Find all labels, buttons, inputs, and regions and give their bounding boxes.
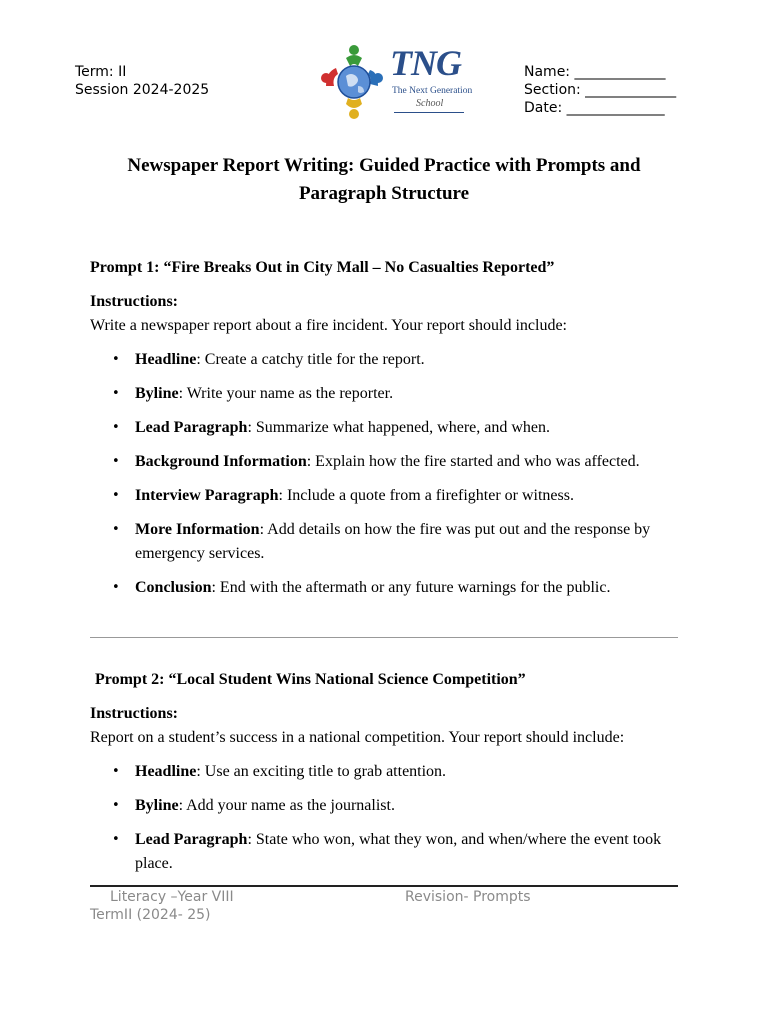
item-term: Byline — [135, 797, 179, 814]
date-field[interactable]: Date: ______________ — [524, 100, 665, 116]
logo-wordmark: TNG — [390, 43, 461, 83]
list-item — [90, 518, 680, 566]
item-text: : Include a quote from a firefighter or witness. — [278, 487, 574, 504]
item-term: More Information — [135, 521, 260, 538]
prompt-1-heading: Prompt 1: “Fire Breaks Out in City Mall – No Casualties Reported” — [90, 259, 555, 276]
session-label: Session 2024-2025 — [75, 82, 210, 98]
header-left — [75, 63, 209, 99]
item-term: Lead Paragraph — [135, 419, 248, 436]
item-term: Headline — [135, 351, 197, 368]
prompt-2-instructions-label: Instructions: — [90, 705, 179, 722]
term-label: Term: II — [75, 64, 127, 80]
list-item — [90, 794, 680, 818]
name-field[interactable]: Name: _____________ — [524, 64, 666, 80]
list-item — [90, 450, 680, 474]
prompt-1-list — [90, 348, 680, 600]
list-item — [90, 416, 680, 440]
prompt-2-heading: Prompt 2: “Local Student Wins National Science Competition” — [95, 671, 526, 688]
logo-school: School — [416, 98, 444, 109]
logo-underline — [394, 112, 464, 113]
item-text: : Add your name as the journalist. — [178, 797, 395, 814]
section-field[interactable]: Section: _____________ — [524, 82, 677, 98]
footer-topic: Revision- Prompts — [405, 889, 531, 905]
item-term: Lead Paragraph — [135, 831, 248, 848]
list-item — [90, 828, 680, 876]
item-text: : Add details on how the fire was put out and the response by emergency services. — [135, 521, 651, 562]
list-item — [90, 484, 680, 508]
footer-term: TermII (2024- 25) — [90, 907, 211, 923]
list-item — [90, 382, 680, 406]
school-logo — [318, 42, 473, 122]
footer-divider — [90, 885, 678, 887]
list-item — [90, 576, 680, 600]
prompt-1-instructions-label: Instructions: — [90, 293, 179, 310]
prompt-1-section — [90, 256, 680, 610]
footer-course: Literacy –Year VIII — [110, 889, 234, 905]
prompt-2-list — [90, 760, 680, 876]
list-item — [90, 348, 680, 372]
header-right — [524, 63, 676, 117]
prompt-2-intro: Report on a student’s success in a national competition. Your report should include: — [90, 729, 625, 746]
prompt-1-intro: Write a newspaper report about a fire incident. Your report should include: — [90, 317, 567, 334]
item-text: : End with the aftermath or any future warnings for the public. — [211, 579, 611, 596]
prompt-2-section — [90, 668, 680, 886]
item-text: : Explain how the fire started and who was affected. — [306, 453, 640, 470]
item-term: Byline — [135, 385, 179, 402]
section-divider — [90, 637, 678, 638]
item-text: : State who won, what they won, and when/where the event took place. — [135, 831, 662, 872]
page-title: Newspaper Report Writing: Guided Practice with Prompts and Paragraph Structure — [127, 155, 641, 204]
item-term: Conclusion — [135, 579, 212, 596]
item-text: : Summarize what happened, where, and when. — [247, 419, 551, 436]
item-term: Interview Paragraph — [135, 487, 279, 504]
item-text: : Use an exciting title to grab attention. — [196, 763, 447, 780]
globe-people-icon — [318, 42, 390, 122]
list-item — [90, 760, 680, 784]
item-term: Background Information — [135, 453, 307, 470]
item-text: : Create a catchy title for the report. — [196, 351, 425, 368]
item-term: Headline — [135, 763, 197, 780]
item-text: : Write your name as the reporter. — [178, 385, 394, 402]
logo-subtitle: The Next Generation — [392, 86, 473, 96]
